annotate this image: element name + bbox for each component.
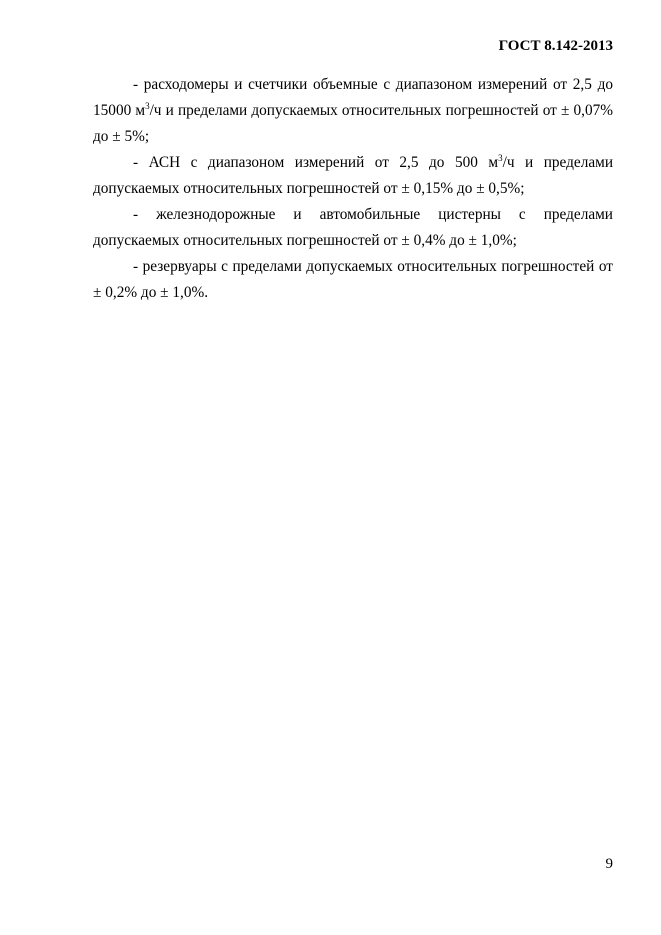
list-item-text-continued: /ч и пределами допускаемых относительных погрешностей от ± 0,15% до ± 0,5%; [93, 154, 614, 197]
list-item-flowmeters [93, 72, 613, 150]
list-item-text: - АСН с диапазоном измерений от 2,5 до 500 м [133, 154, 499, 171]
document-code-header: ГОСТ 8.142-2013 [498, 38, 613, 54]
page-number: 9 [605, 856, 613, 872]
list-item-text: - расходомеры и счетчики объемные с диапазоном измерений от 2,5 до 15000 м [93, 76, 613, 119]
list-item-reservoirs: - резервуары с пределами допускаемых относительных погрешностей от ± 0,2% до ± 1,0%. [93, 258, 613, 301]
list-item-text-continued: /ч и пределами допускаемых относительных погрешностей от ± 0,07% до ± 5%; [93, 102, 614, 145]
list-item-ash [93, 150, 613, 202]
superscript-cubic: 3 [498, 153, 503, 163]
document-body [93, 72, 613, 306]
superscript-cubic: 3 [145, 101, 150, 111]
list-item-tank-cars: - железнодорожные и автомобильные цистерны с пределами допускаемых относительных погрешностей от ± 0,4% до ± 1,0%; [93, 206, 613, 249]
